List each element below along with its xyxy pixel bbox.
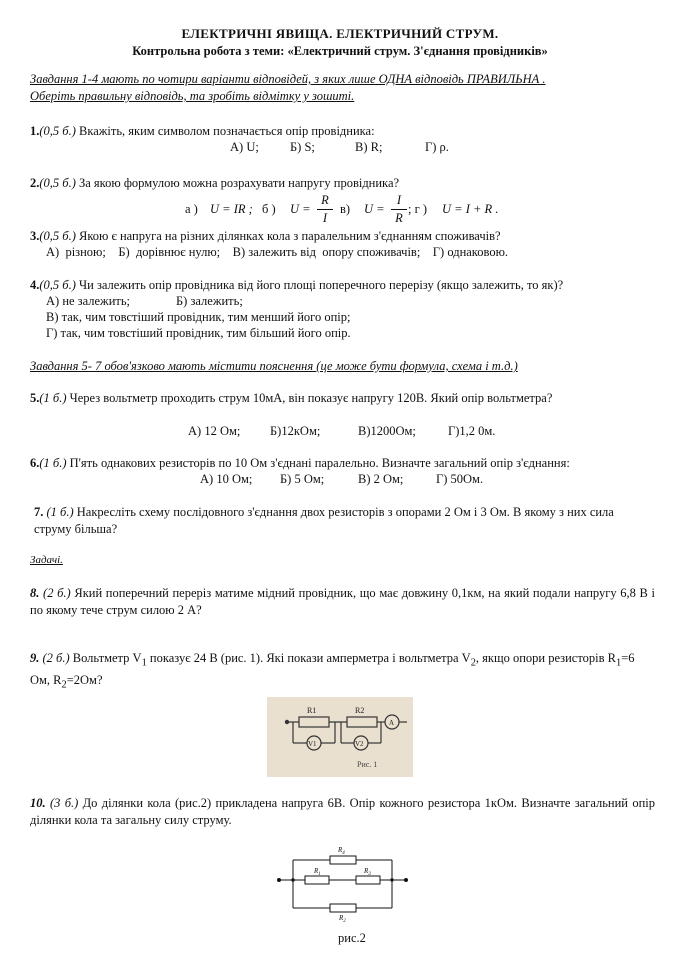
question-text: показує 24 В (рис. 1). Які покази амперметра і вольтметра V: [146, 651, 471, 665]
question-2-option-a-label: а ): [185, 202, 198, 216]
question-8: [30, 585, 655, 619]
question-1-option-b: Б) S;: [290, 140, 315, 154]
question-5-option-b: Б)12кОм;: [270, 424, 321, 438]
label-r2: R2: [355, 706, 365, 715]
question-text: =6 Ом, R: [30, 651, 635, 687]
question-5-option-d: Г)1,2 0м.: [448, 424, 496, 438]
question-text: Через вольтметр проходить струм 10мА, він показує напругу 120В. Який опір вольтметра?: [66, 391, 553, 405]
subscript: 1: [615, 657, 622, 669]
question-4: [30, 278, 563, 293]
label-ammeter: A: [389, 719, 395, 727]
question-points: (1 б.): [39, 456, 67, 470]
subscript: 2: [61, 679, 67, 690]
question-text: П'ять однакових резисторів по 10 Ом з'єднані паралельно. Визначте загальний опір з'єднання:: [66, 456, 570, 470]
question-number: 5.: [30, 391, 40, 405]
question-text: Вкажіть, яким символом позначається опір провідника:: [75, 124, 375, 138]
label-r4: [337, 846, 345, 856]
question-3-options: А) різною; Б) дорівнює нулю; В) залежить від опору споживачів; Г) однаковою.: [46, 245, 509, 259]
question-6-option-d: Г) 50Ом.: [436, 472, 484, 486]
question-number: 3.: [30, 229, 40, 243]
instructions-1-4-line1: Завдання 1-4 мають по чотири варіанти відповідей, з яких лише ОДНА відповідь ПРАВИЛЬНА .: [30, 72, 546, 86]
question-number: 1.: [30, 124, 40, 138]
subscript: 2: [470, 657, 476, 669]
question-4-option-b: Б) залежить;: [176, 294, 243, 308]
question-2-option-b-denominator: I: [322, 211, 328, 225]
figure-background: [267, 697, 413, 777]
question-points: (0,5 б.): [39, 176, 76, 190]
question-2-option-a-formula: U = IR ;: [210, 202, 253, 216]
instructions-1-4-line2: Оберіть правильну відповідь, та зробіть відмітку у зошиті.: [30, 89, 355, 103]
question-number: 9.: [30, 651, 40, 665]
tasks-heading: Задачі.: [30, 554, 63, 566]
question-2-option-c-label: в): [340, 202, 351, 216]
question-2-option-b-lhs: U =: [290, 202, 311, 216]
circuit-figure-1: [267, 697, 413, 777]
question-6: [30, 456, 570, 471]
label-r1-letter: R: [314, 867, 319, 875]
question-1-option-c: В) R;: [355, 140, 383, 154]
question-points: (3 б.): [49, 796, 79, 810]
question-5: [30, 391, 552, 406]
question-2-option-c-denominator: R: [395, 211, 403, 225]
question-text: Вольтметр V: [69, 651, 142, 665]
question-points: (1 б.): [46, 505, 74, 519]
question-9: [30, 650, 655, 693]
question-number: 4.: [30, 278, 40, 292]
question-text: До ділянки кола (рис.2) прикладена напруга 6В. Опір кожного резистора 1кОм. Визначте загальний опір ділянки кола та загальну силу струму.: [30, 796, 655, 827]
fraction-bar: [391, 209, 407, 210]
resistor-r2: [330, 904, 356, 912]
question-4-option-d: Г) так, чим товстіший провідник, тим більший його опір.: [46, 326, 351, 340]
question-points: (0,5 б.): [39, 124, 76, 138]
question-10: [30, 795, 655, 829]
question-2-option-b-label: б ): [262, 202, 276, 216]
label-r2: [338, 914, 346, 922]
fraction-bar: [317, 209, 333, 210]
question-6-option-b: Б) 5 Ом;: [280, 472, 325, 486]
question-number: 10.: [30, 796, 46, 810]
question-points: (0,5 б.): [39, 229, 76, 243]
circuit-figure-2: [275, 842, 410, 922]
question-2-option-b-numerator: R: [321, 193, 329, 207]
question-text: Якою є напруга на різних ділянках кола з паралельним з'єднанням споживачів?: [75, 229, 501, 243]
question-5-option-a: А) 12 Ом;: [188, 424, 241, 438]
resistor-r4: [330, 856, 356, 864]
question-2-option-c-numerator: I: [396, 193, 402, 207]
question-2-option-d-formula: U = I + R .: [442, 202, 499, 216]
question-text: , якщо опори резисторів R: [475, 651, 616, 665]
figure-1-caption: Рис. 1: [357, 760, 378, 769]
label-r1: R1: [307, 706, 317, 715]
label-v1: V1: [308, 740, 317, 748]
label-r2-sub: 2: [343, 919, 346, 922]
label-r2-letter: R: [339, 914, 344, 922]
page-subtitle: Контрольна робота з теми: «Електричний струм. З'єднання провідників»: [132, 44, 548, 58]
question-number: 8.: [30, 586, 40, 600]
label-r3-sub: 3: [368, 872, 371, 877]
question-points: (1 б.): [39, 391, 67, 405]
question-2: [30, 176, 399, 191]
question-1-option-a: А) U;: [230, 140, 259, 154]
question-6-option-a: А) 10 Ом;: [200, 472, 253, 486]
question-2-option-c-lhs: U =: [364, 202, 385, 216]
label-r1-sub: 1: [318, 872, 321, 877]
question-6-option-c: В) 2 Ом;: [358, 472, 404, 486]
question-number: 2.: [30, 176, 40, 190]
question-5-option-c: В)1200Ом;: [358, 424, 416, 438]
question-2-option-d-label: ; г ): [408, 202, 428, 216]
resistor-r1: [305, 876, 329, 884]
question-points: (2 б.): [43, 586, 71, 600]
instructions-5-7: Завдання 5- 7 обов'язково мають містити пояснення (це може бути формула, схема і т.д.): [30, 359, 518, 373]
question-1: [30, 124, 375, 139]
label-r4-sub: 4: [342, 851, 345, 856]
subscript: 1: [141, 657, 147, 669]
question-text: За якою формулою можна розрахувати напругу провідника?: [75, 176, 400, 190]
resistor-r3: [356, 876, 380, 884]
label-r3-letter: R: [364, 867, 369, 875]
question-text: Чи залежить опір провідника від його площі поперечного перерізу (якщо залежить, то як)?: [75, 278, 564, 292]
question-text: Накресліть схему послідовного з'єднання двох резисторів з опорами 2 Ом і 3 Ом. В якому з них сила струму більша?: [34, 505, 614, 536]
question-points: (0,5 б.): [39, 278, 76, 292]
question-points: (2 б.): [42, 651, 70, 665]
label-r4-letter: R: [338, 846, 343, 854]
label-v2: V2: [355, 740, 364, 748]
question-number: 6.: [30, 456, 40, 470]
question-4-option-c: В) так, чим товстіший провідник, тим менший його опір;: [46, 310, 351, 324]
question-7: [34, 504, 649, 538]
question-4-option-a: А) не залежить;: [46, 294, 131, 308]
question-3: [30, 229, 501, 244]
question-text: =2Ом?: [66, 672, 103, 687]
question-text: Який поперечний переріз матиме мідний провідник, що має довжину 0,1км, на який подали напругу 6,8 В і по якому тече струм силою 2 А?: [30, 586, 656, 617]
question-number: 7.: [34, 505, 44, 519]
figure-2-caption: рис.2: [338, 931, 366, 945]
question-1-option-d: Г) ρ.: [425, 140, 449, 154]
page-title: ЕЛЕКТРИЧНІ ЯВИЩА. ЕЛЕКТРИЧНИЙ СТРУМ.: [181, 26, 499, 41]
